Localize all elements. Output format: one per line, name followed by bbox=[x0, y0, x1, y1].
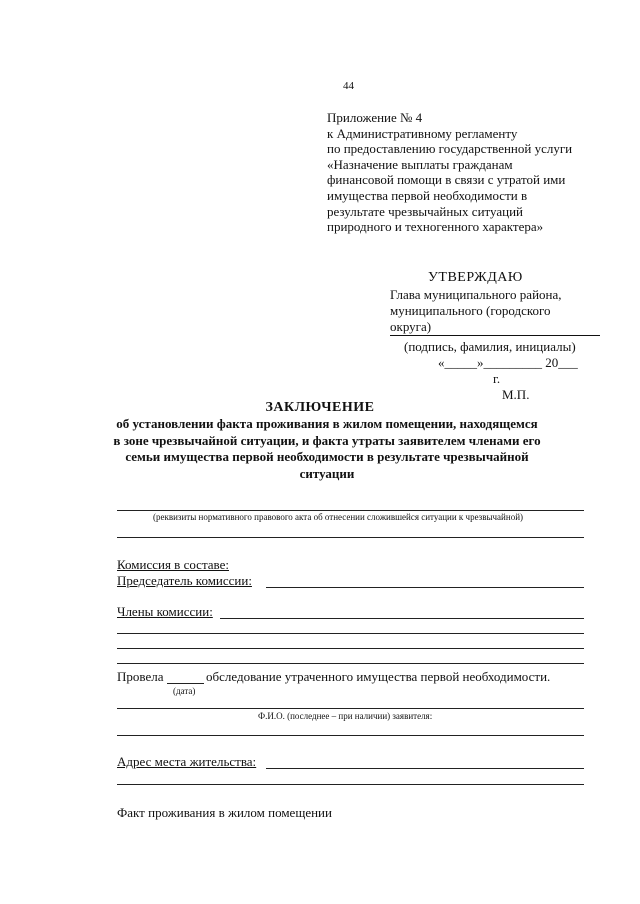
approval-heading: УТВЕРЖДАЮ bbox=[428, 270, 523, 285]
members-field-line[interactable] bbox=[117, 663, 584, 664]
act-details-line-2[interactable] bbox=[117, 537, 584, 538]
members-label: Члены комиссии: bbox=[117, 604, 213, 619]
appendix-line: по предоставлению государственной услуги bbox=[327, 141, 573, 157]
appendix-line: финансовой помощи в связи с утратой ими bbox=[327, 172, 566, 188]
approval-line: округа) bbox=[390, 319, 432, 334]
chairman-field-line[interactable] bbox=[266, 587, 584, 588]
approval-line: муниципального (городского bbox=[390, 303, 551, 318]
address-field-line[interactable] bbox=[266, 768, 584, 769]
commission-label: Комиссия в составе: bbox=[117, 557, 229, 572]
appendix-line: природного и техногенного характера» bbox=[327, 219, 544, 235]
conducted-prefix: Провела bbox=[117, 669, 164, 684]
applicant-caption: Ф.И.О. (последнее – при наличии) заявителя: bbox=[258, 711, 433, 721]
residence-label: Факт проживания в жилом помещении bbox=[117, 805, 332, 820]
appendix-line: Приложение № 4 bbox=[327, 110, 423, 125]
approval-year-suffix: г. bbox=[493, 371, 501, 386]
appendix-line: результате чрезвычайных ситуаций bbox=[327, 203, 524, 219]
document-subtitle: об установлении факта проживания в жилом помещении, находящемся в зоне чрезвычайной ситуации, и факта утраты заявителем членами его семьи имущества первой необходимости в результате чрезвычайной ситуации bbox=[113, 416, 541, 481]
seal-placeholder: М.П. bbox=[502, 387, 530, 402]
survey-date-field-line[interactable] bbox=[167, 683, 204, 684]
act-details-line[interactable] bbox=[117, 510, 584, 511]
address-label: Адрес места жительства: bbox=[117, 754, 257, 769]
chairman-label: Председатель комиссии: bbox=[117, 573, 252, 588]
approval-line: Глава муниципального района, bbox=[390, 287, 562, 302]
applicant-name-line-2[interactable] bbox=[117, 735, 584, 736]
appendix-line: к Административному регламенту bbox=[327, 125, 518, 141]
approval-date: «_____»_________ 20___ bbox=[438, 355, 578, 370]
members-field-line[interactable] bbox=[117, 633, 584, 634]
signature-line bbox=[390, 335, 600, 336]
members-field-line[interactable] bbox=[220, 618, 584, 619]
members-field-line[interactable] bbox=[117, 648, 584, 649]
appendix-line: имущества первой необходимости в bbox=[327, 187, 528, 203]
document-title: ЗАКЛЮЧЕНИЕ bbox=[265, 400, 375, 415]
address-field-line-2[interactable] bbox=[117, 784, 584, 785]
appendix-block bbox=[327, 110, 617, 235]
approval-body bbox=[390, 287, 562, 335]
page-number: 44 bbox=[343, 80, 354, 92]
conducted-suffix: обследование утраченного имущества первой необходимости. bbox=[206, 669, 551, 684]
applicant-name-line[interactable] bbox=[117, 708, 584, 709]
signature-caption: (подпись, фамилия, инициалы) bbox=[404, 339, 576, 354]
appendix-line: «Назначение выплаты гражданам bbox=[327, 156, 513, 172]
date-caption: (дата) bbox=[173, 686, 196, 696]
act-details-caption: (реквизиты нормативного правового акта об отнесении сложившейся ситуации к чрезвычайной) bbox=[153, 512, 524, 522]
